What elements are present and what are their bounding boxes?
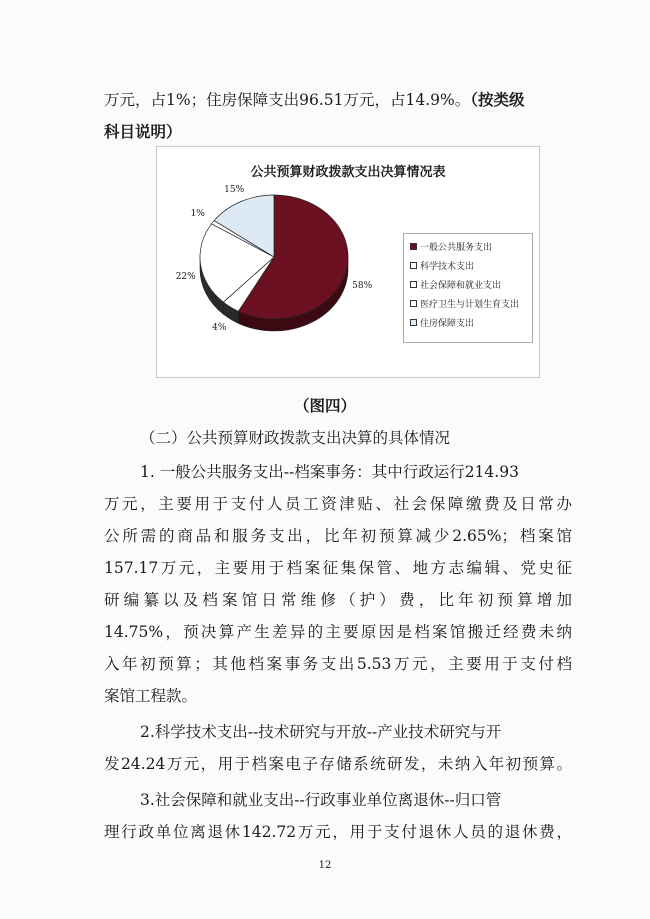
legend-swatch	[410, 319, 417, 326]
pie-percent-label: 15%	[224, 185, 245, 196]
intro-text: 万元，占1%；住房保障支出96.51万元，占14.9%。	[104, 91, 471, 109]
figure-caption: （图四）	[293, 396, 356, 415]
legend-label: 社会保障和就业支出	[420, 281, 502, 291]
pie-percent-label: 22%	[175, 272, 196, 283]
paragraph-line: 14.75%，预决算产生差异的主要原因是档案馆搬迁经费未纳	[104, 623, 572, 641]
intro-bold-note: （按类级	[470, 90, 525, 109]
chart-title: 公共预算财政拨款支出决算情况表	[250, 165, 446, 180]
legend-item	[410, 297, 519, 310]
legend-label: 科学技术支出	[420, 262, 475, 272]
page-number: 12	[318, 860, 332, 871]
legend-item	[410, 259, 474, 272]
legend-swatch	[410, 281, 417, 288]
paragraph-line: 案馆工程款。	[104, 687, 198, 705]
paragraph-line: 157.17万元，主要用于档案征集保管、地方志编辑、党史征	[104, 559, 572, 577]
legend-label: 住房保障支出	[420, 319, 475, 329]
paragraph-line: 研编纂以及档案馆日常维修（护）费，比年初预算增加	[104, 591, 572, 609]
paragraph-line: 公所需的商品和服务支出，比年初预算减少2.65%；档案馆	[104, 527, 572, 545]
legend-label: 医疗卫生与计划生育支出	[420, 300, 520, 310]
paragraph-line: 理行政单位离退休142.72万元，用于支付退休人员的退休费，	[104, 823, 572, 841]
paragraph-line: 发24.24万元，用于档案电子存储系统研发，未纳入年初预算。	[104, 755, 572, 773]
intro-line-2: 科目说明）	[104, 122, 182, 141]
pie-chart	[156, 146, 540, 378]
chart-legend	[403, 233, 533, 343]
paragraph-line: 万元，主要用于支付人员工资津贴、社会保障缴费及日常办	[104, 495, 572, 513]
paragraph-line: 入年初预算；其他档案事务支出5.53万元，主要用于支付档	[104, 655, 572, 673]
legend-item	[410, 278, 501, 291]
legend-swatch	[410, 300, 417, 307]
legend-swatch	[410, 262, 417, 269]
pie-percent-label: 58%	[352, 281, 373, 292]
legend-label: 一般公共服务支出	[420, 243, 493, 253]
pie-percent-label: 4%	[212, 322, 227, 333]
legend-swatch	[410, 243, 417, 250]
section-heading: （二）公共预算财政拨款支出决算的具体情况	[140, 429, 451, 447]
paragraph-line: 3.社会保障和就业支出--行政事业单位离退休--归口管	[140, 791, 502, 809]
legend-item	[410, 240, 492, 253]
pie-percent-label: 1%	[190, 209, 205, 220]
legend-item	[410, 316, 474, 329]
paragraph-line: 1. 一般公共服务支出--档案事务：其中行政运行214.93	[140, 463, 519, 481]
paragraph-line: 2.科学技术支出--技术研究与开放--产业技术研究与开	[140, 723, 502, 741]
intro-line-1	[104, 90, 524, 110]
